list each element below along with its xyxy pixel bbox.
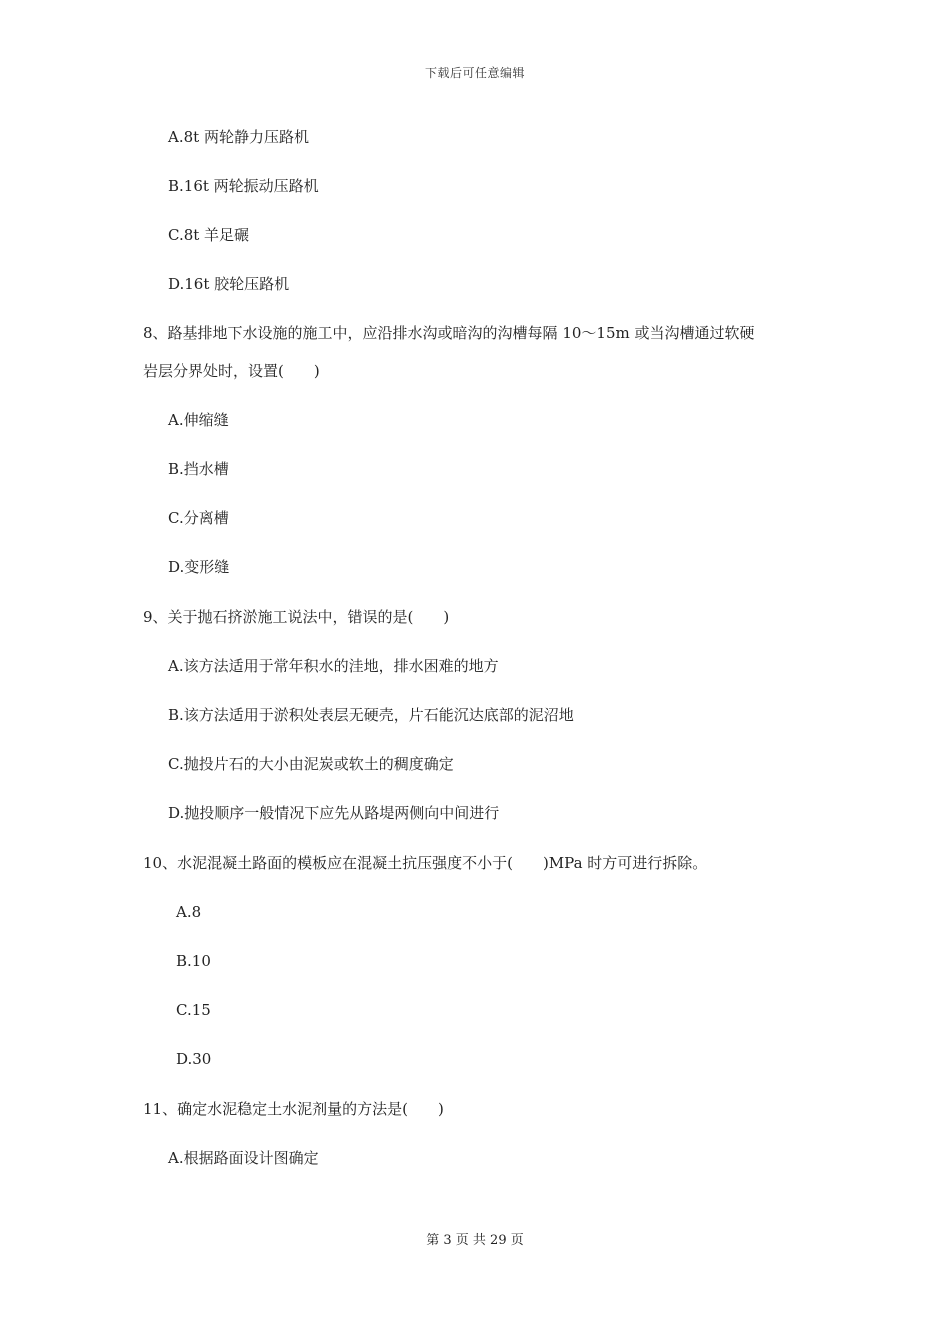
option-9d: D.抛投顺序一般情况下应先从路堤两侧向中间进行 — [168, 804, 500, 822]
option-10d: D.30 — [176, 1050, 212, 1068]
option-8c: C.分离槽 — [168, 509, 229, 527]
option-10b: B.10 — [176, 952, 211, 970]
question-10-stem: 10、水泥混凝土路面的模板应在混凝土抗压强度不小于( )MPa 时方可进行拆除。 — [143, 854, 708, 872]
page-footer: 第 3 页 共 29 页 — [426, 1233, 524, 1248]
page-header: 下载后可任意编辑 — [424, 66, 525, 80]
question-8-stem-line1: 8、路基排地下水设施的施工中，应沿排水沟或暗沟的沟槽每隔 10～15m 或当沟槽通过软硬 — [143, 324, 755, 342]
question-11-stem: 11、确定水泥稳定土水泥剂量的方法是( ) — [143, 1100, 444, 1118]
option-7c: C.8t 羊足碾 — [168, 226, 250, 244]
option-10a: A.8 — [176, 903, 202, 921]
question-8-stem-line2: 岩层分界处时，设置( ) — [143, 362, 320, 380]
option-7a: A.8t 两轮静力压路机 — [168, 128, 309, 146]
option-7b: B.16t 两轮振动压路机 — [168, 177, 319, 195]
option-11a: A.根据路面设计图确定 — [168, 1149, 319, 1167]
question-9-stem: 9、关于抛石挤淤施工说法中，错误的是( ) — [143, 608, 450, 626]
option-9c: C.抛投片石的大小由泥炭或软土的稠度确定 — [168, 755, 454, 773]
option-9b: B.该方法适用于淤积处表层无硬壳，片石能沉达底部的泥沼地 — [168, 706, 574, 724]
option-7d: D.16t 胶轮压路机 — [168, 275, 290, 293]
option-10c: C.15 — [176, 1001, 211, 1019]
option-8d: D.变形缝 — [168, 558, 230, 576]
option-9a: A.该方法适用于常年积水的洼地，排水困难的地方 — [168, 657, 499, 675]
option-8a: A.伸缩缝 — [168, 411, 229, 429]
option-8b: B.挡水槽 — [168, 460, 229, 478]
